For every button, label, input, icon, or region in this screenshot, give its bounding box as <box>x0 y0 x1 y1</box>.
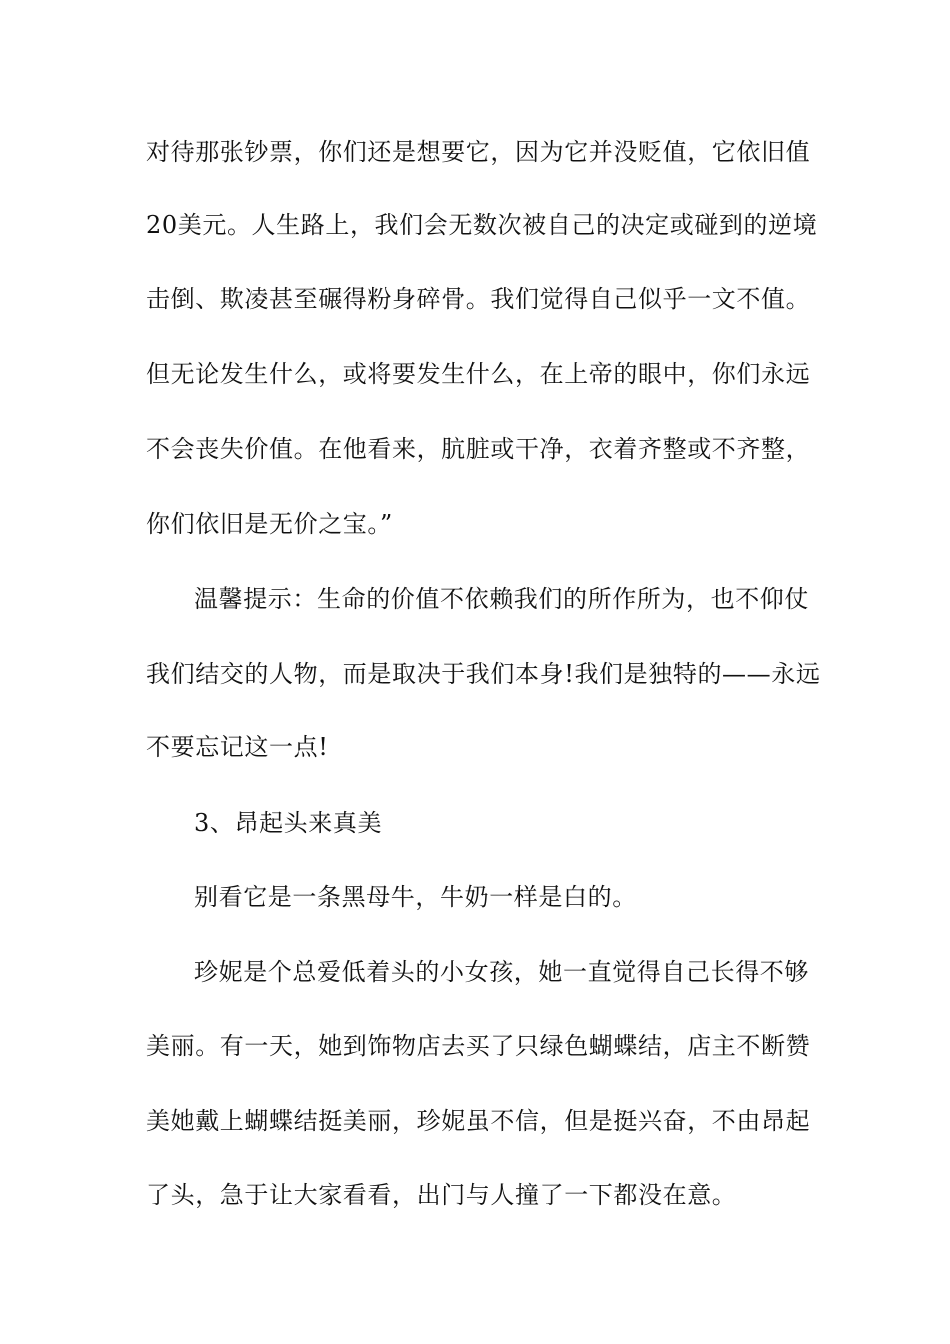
text-line: 你们依旧是无价之宝。” <box>146 510 393 538</box>
text-line: 但无论发生什么，或将要发生什么，在上帝的眼中，你们永远 <box>146 360 811 388</box>
text-line: 珍妮是个总爱低着头的小女孩，她一直觉得自己长得不够 <box>194 958 809 986</box>
text-line: 击倒、欺凌甚至碾得粉身碎骨。我们觉得自己似乎一文不值。 <box>146 285 811 313</box>
text-line: 20美元。人生路上，我们会无数次被自己的决定或碰到的逆境 <box>146 211 818 239</box>
section-heading: 3、昂起头来真美 <box>194 809 383 837</box>
text-line: 美她戴上蝴蝶结挺美丽，珍妮虽不信，但是挺兴奋，不由昂起 <box>146 1107 811 1135</box>
text-line: 不会丧失价值。在他看来，肮脏或干净，衣着齐整或不齐整， <box>146 435 811 463</box>
text-line: 我们结交的人物，而是取决于我们本身!我们是独特的——永远 <box>146 660 821 688</box>
text-line: 了头，急于让大家看看，出门与人撞了一下都没在意。 <box>146 1181 737 1209</box>
text-line: 温馨提示：生命的价值不依赖我们的所作所为，也不仰仗 <box>194 585 809 613</box>
text-line: 美丽。有一天，她到饰物店去买了只绿色蝴蝶结，店主不断赞 <box>146 1032 811 1060</box>
text-line: 别看它是一条黑母牛，牛奶一样是白的。 <box>194 883 637 911</box>
text-line: 对待那张钞票，你们还是想要它，因为它并没贬值，它依旧值 <box>146 138 811 166</box>
text-line: 不要忘记这一点! <box>146 733 329 761</box>
